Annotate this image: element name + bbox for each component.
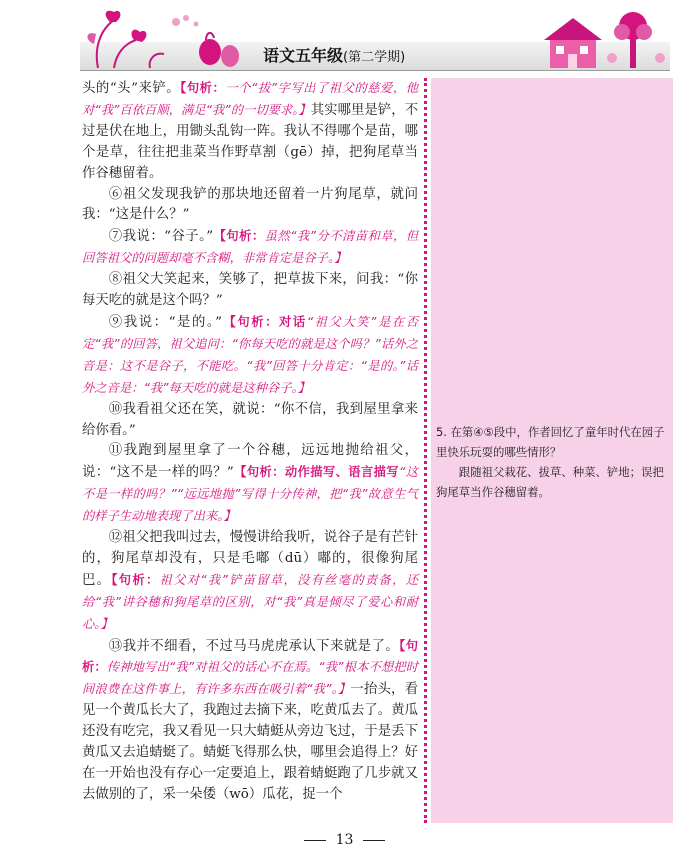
paragraph-12: ⑫祖父把我叫过去，慢慢讲给我听，说谷子是有芒针的，狗尾草却没有，只是毛嘟（dū）嘟的，很像狗尾巴。【句析：祖父对“我”铲苗留草，没有丝毫的责备，还给“我”讲谷穗和狗尾草的区别，对“我”真是倾尽了爱心和耐心。】 bbox=[82, 530, 418, 631]
sentence-analysis: 【句析：祖父对“我”铲苗留草，没有丝毫的责备，还给“我”讲谷穗和狗尾草的区别，对“我”真是倾尽了爱心和耐心。】 bbox=[82, 572, 418, 631]
paragraph-7: ⑦我说：“谷子。”【句析：虽然“我”分不清苗和草，但回答祖父的问题却毫不含糊，非常肯定是谷子。】 bbox=[82, 229, 418, 266]
house-tree-decoration-icon bbox=[520, 8, 670, 70]
column-divider bbox=[424, 78, 427, 823]
page-header bbox=[80, 8, 670, 70]
header-title: 语文五年级(第二学期) bbox=[263, 46, 406, 65]
sentence-analysis: 【句析：虽然“我”分不清苗和草，但回答祖父的问题却毫不含糊，非常肯定是谷子。】 bbox=[82, 229, 418, 266]
sidebar-question bbox=[436, 422, 668, 502]
paragraph-6: ⑥祖父发现我铲的那块地还留着一片狗尾草，就问我：“这是什么？” bbox=[82, 186, 418, 223]
page-footer bbox=[0, 832, 689, 848]
sentence-analysis: 【句析：传神地写出“我”对祖父的话心不在焉。“我”根本不想把时间浪费在这件事上，有许多东西在吸引着“我”。】 bbox=[82, 638, 419, 697]
sentence-analysis: 【句析：对话“祖父大笑”是在否定“我”的回答，祖父追问：“你每天吃的就是这个吗？”话外之音是：这不是谷子，不能吃。“我”回答十分肯定：“是的。”话外之音是：“我”每天吃的就是这种谷子。】 bbox=[82, 314, 418, 395]
question-text: 5. 在第④⑤段中，作者回忆了童年时代在园子里快乐玩耍的哪些情形？ bbox=[436, 425, 665, 459]
sentence-analysis: 【句析：一个“拔”字写出了祖父的慈爱，他对“我”百依百顺，满足“我”的一切要求。】 bbox=[82, 81, 418, 117]
paragraph-13: ⑬我并不细看，不过马马虎虎承认下来就是了。【句析：传神地写出“我”对祖父的话心不在焉。“我”根本不想把时间浪费在这件事上，有许多东西在吸引着“我”。】一抬头，看见一个黄瓜长大了，我跑过去摘下来，吃黄瓜去了。黄瓜还没有吃完，我又看见一只大蜻蜓从旁边飞过，于是丢下黄瓜又去追蜻蜓了。蜻蜓飞得那么快，哪里会追得上？好在一开始也没有存心一定要追上，跟着蜻蜓跑了几步就又去做别的了，采一朵倭（wō）瓜花，捉一个 bbox=[82, 638, 419, 802]
flower-decoration-left-icon bbox=[80, 8, 240, 70]
paragraph-10: ⑩我看祖父还在笑，就说：“你不信，我到屋里拿来给你看。” bbox=[82, 401, 418, 438]
footer-dash-right bbox=[363, 840, 385, 841]
paragraph-8: ⑧祖父大笑起来，笑够了，把草拔下来，问我：“你每天吃的就是这个吗？” bbox=[82, 272, 418, 309]
answer-text: 跟随祖父栽花、拔草、种菜、铲地；误把狗尾草当作谷穗留着。 bbox=[436, 465, 664, 499]
footer-dash-left bbox=[304, 840, 326, 841]
main-text bbox=[82, 78, 418, 806]
page-number: 13 bbox=[335, 832, 354, 848]
paragraph-5-end: 头的“头”来铲。【句析：一个“拔”字写出了祖父的慈爱，他对“我”百依百顺，满足“我”的一切要求。】其实哪里是铲，不过是伏在地上，用锄头乱钩一阵。我认不得哪个是苗，哪个是草，往往把韭菜当作野草割（gē）掉，把狗尾草当作谷穗留着。 bbox=[82, 81, 418, 181]
paragraph-11: ⑪我跑到屋里拿了一个谷穗，远远地抛给祖父，说：“这不是一样的吗？”【句析：动作描写、语言描写“这不是一样的吗？”“远远地抛”写得十分传神，把“我”故意生气的样子生动地表现了出来。】 bbox=[82, 443, 418, 524]
paragraph-9: ⑨我说：“是的。”【句析：对话“祖父大笑”是在否定“我”的回答，祖父追问：“你每天吃的就是这个吗？”话外之音是：这不是谷子，不能吃。“我”回答十分肯定：“是的。”话外之音是：“我”每天吃的就是这种谷子。】 bbox=[82, 314, 418, 395]
sentence-analysis: 【句析：动作描写、语言描写“这不是一样的吗？”“远远地抛”写得十分传神，把“我”故意生气的样子生动地表现了出来。】 bbox=[82, 465, 418, 524]
